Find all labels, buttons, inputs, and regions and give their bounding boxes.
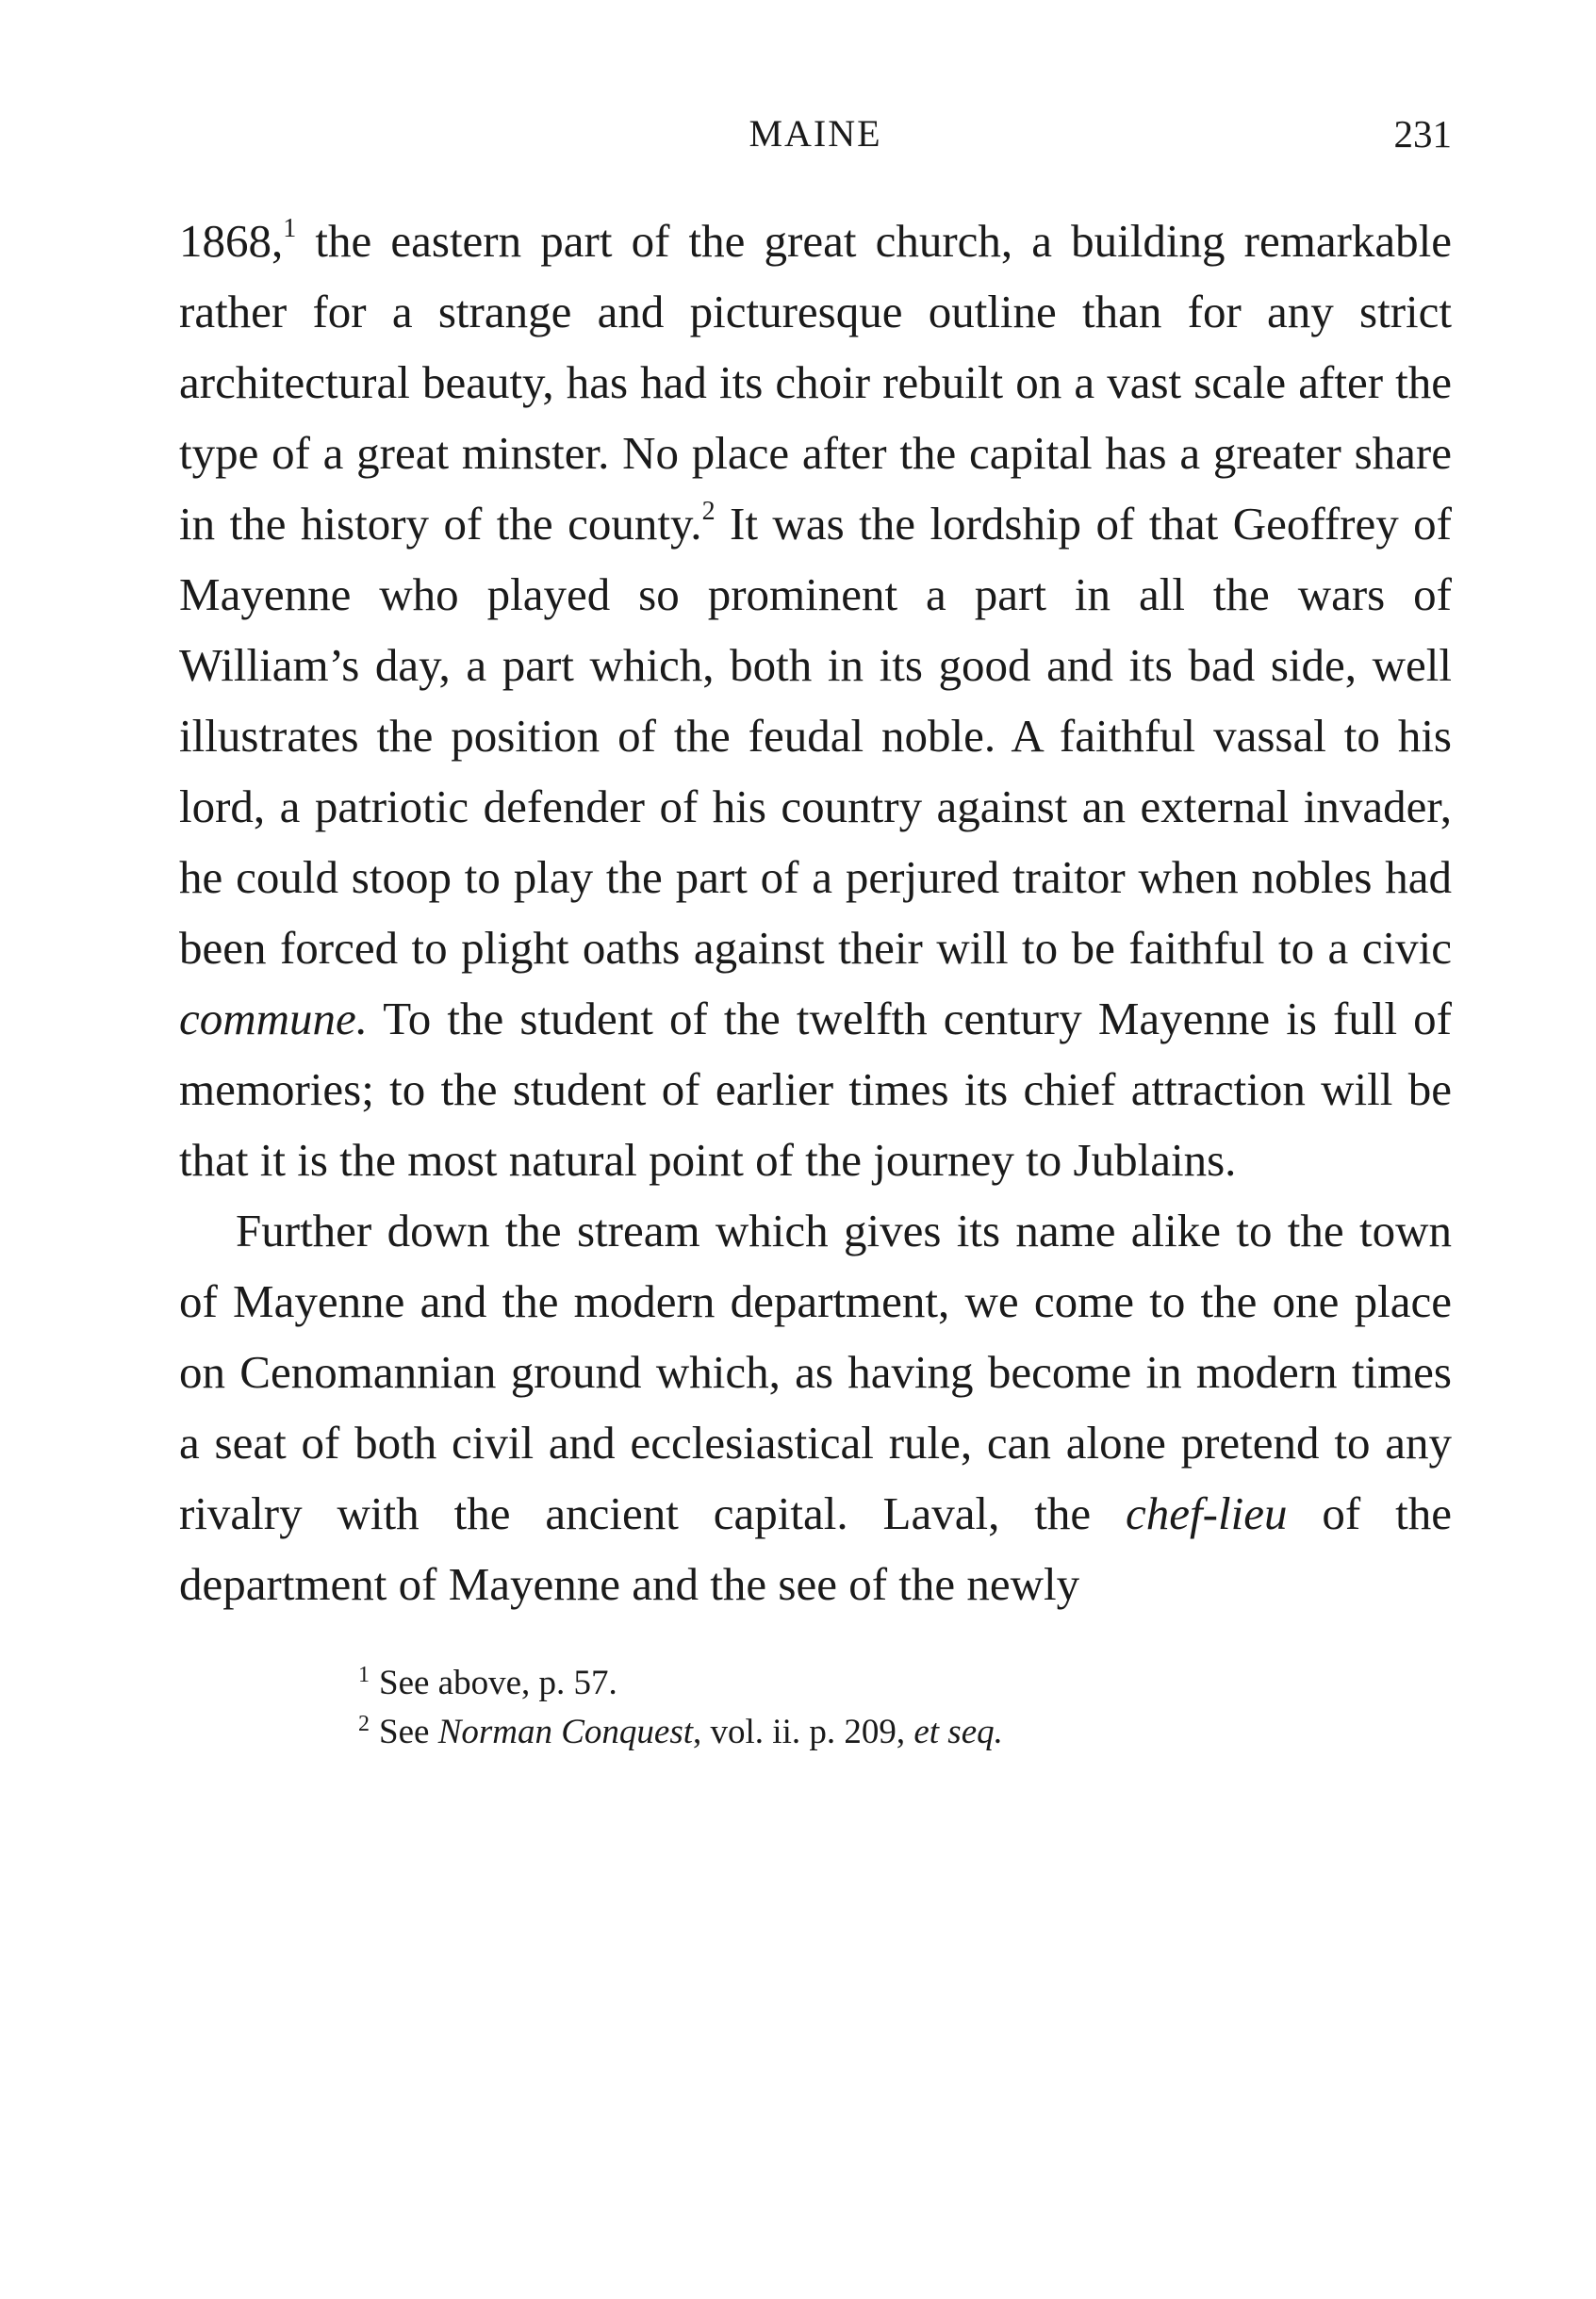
footnote-1-marker: 1	[358, 1662, 370, 1687]
footnote-2-prefix: See	[379, 1713, 438, 1751]
paragraph-2-text-b: of the department of Mayenne and the see of the newly	[179, 1487, 1452, 1610]
footnote-2-suffix: et seq.	[913, 1713, 1003, 1751]
page-number: 231	[1393, 112, 1452, 156]
paragraph-1-text-a: 1868,	[179, 215, 284, 267]
running-title: MAINE	[749, 112, 882, 155]
italic-chef-lieu: chef-lieu	[1126, 1487, 1288, 1539]
footnote-2	[358, 1708, 1395, 1757]
paragraph-1	[179, 205, 1452, 1195]
paragraph-1-text-b: the eastern part of the great church, a building remarkable rather for a strange and picturesque outline than for any strict architectural beauty, has had its choir rebuilt on a vast scale after the type of a great minster. No place after the capital has a greater share in the history of the county.	[179, 215, 1452, 550]
paragraph-1-text-c: It was the lordship of that Geoffrey of Mayenne who played so prominent a part in all the wars of William’s day, a part which, both in its good and its bad side, well illustrates the position of the feudal noble. A faithful vassal to his lord, a patriotic defender of his country against an external invader, he could stoop to play the part of a perjured traitor when nobles had been forced to plight oaths against their will to be faithful to a civic	[179, 498, 1453, 974]
paragraph-2	[179, 1195, 1452, 1619]
footnote-1-text: See above, p. 57.	[379, 1664, 617, 1702]
footnote-ref-2: 2	[701, 497, 716, 526]
italic-commune: commune.	[179, 993, 369, 1044]
body-text	[179, 205, 1452, 1619]
page-header	[179, 111, 1452, 168]
paragraph-2-text-a: Further down the stream which gives its name alike to the town of Mayenne and the modern department, we come to the one place on Cenomannian ground which, as having become in modern times a seat of both civil and ecclesiastical rule, can alone pretend to any rivalry with the ancient capital. Laval, the	[179, 1205, 1452, 1539]
footnote-2-title: Norman Conquest	[437, 1713, 694, 1751]
footnote-2-middle: , vol. ii. p. 209,	[693, 1713, 914, 1751]
footnote-2-marker: 2	[358, 1711, 370, 1736]
footnote-1	[358, 1659, 1395, 1708]
paragraph-1-text-d: To the student of the twelfth century Mayenne is full of memories; to the student of earlier times its chief attraction will be that it is the most natural point of the journey to Jublains.	[179, 993, 1452, 1186]
footnotes	[358, 1659, 1395, 1757]
footnote-ref-1: 1	[283, 214, 297, 243]
